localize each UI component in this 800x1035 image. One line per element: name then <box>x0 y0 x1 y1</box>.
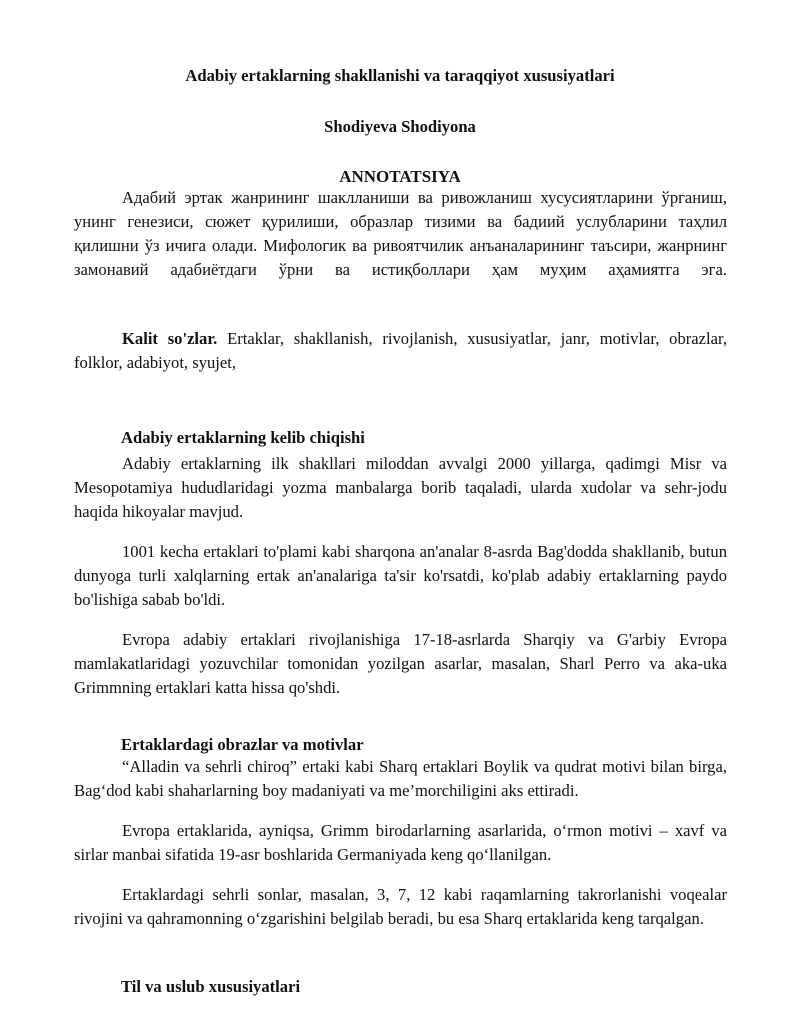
annotation-heading: ANNOTATSIYA <box>339 167 461 186</box>
keywords-paragraph <box>74 327 727 375</box>
annotation-paragraph: Адабий эртак жанрининг шаклланиши ва ривожланиш хусусиятларини ўрганиш, унинг генезиси, сюжет қурилиши, образлар тизими ва бадиий услубларини таҳлил қилишни ўз ичига олади. Мифологик ва ривоятчилик анъаналарининг таъсири, жанрнинг замонавий адабиётдаги ўрни ва истиқболлари ҳам муҳим аҳамиятга эга. <box>74 188 727 279</box>
paragraph: Evropa adabiy ertaklari rivojlanishiga 17-18-asrlarda Sharqiy va G'arbiy Evropa mamlakatlaridagi yozuvchilar tomonidan yozilgan asarlar, masalan, Sharl Perro va aka-uka Grimmning ertaklari katta hissa qo'shdi. <box>74 630 727 697</box>
document-title: Adabiy ertaklarning shakllanishi va taraqqiyot xususiyatlari <box>185 66 615 85</box>
paragraph: “Alladin va sehrli chiroq” ertaki kabi Sharq ertaklari Boylik va qudrat motivi bilan birga, Bag‘dod kabi shaharlarning boy madaniyati va me’morchiligini aks ettiradi. <box>74 757 727 800</box>
section-heading-images-motifs: Ertaklardagi obrazlar va motivlar <box>121 735 364 754</box>
paragraph: Adabiy ertaklarning ilk shakllari miloddan avvalgi 2000 yillarga, qadimgi Misr va Mesopotamiya hududlaridagi yozma manbalarga borib taqaladi, ularda xudolar va sehr-jodu haqida hikoyalar mavjud. <box>74 454 727 521</box>
author-name: Shodiyeva Shodiyona <box>324 117 476 136</box>
keywords-label: Kalit so'zlar. <box>122 329 218 348</box>
keywords-list: Ertaklar, shakllanish, rivojlanish, xususiyatlar, janr, motivlar, obrazlar, folklor, adabiyot, syujet, <box>74 329 727 372</box>
paragraph: Evropa ertaklarida, ayniqsa, Grimm birodarlarning asarlarida, o‘rmon motivi – xavf va sirlar manbai sifatida 19-asr boshlarida Germaniyada keng qo‘llanilgan. <box>74 821 727 864</box>
section-heading-language-style: Til va uslub xususiyatlari <box>121 977 301 996</box>
paragraph: Ertaklardagi sehrli sonlar, masalan, 3, 7, 12 kabi raqamlarning takrorlanishi voqealar rivojini va qahramonning o‘zgarishini belgilab beradi, bu esa Sharq ertaklarida keng tarqalgan. <box>74 885 727 928</box>
section-heading-origins: Adabiy ertaklarning kelib chiqishi <box>121 428 365 447</box>
paragraph: 1001 kecha ertaklari to'plami kabi sharqona an'analar 8-asrda Bag'dodda shakllanib, butun dunyoga turli xalqlarning ertak an'analariga ta'sir ko'rsatdi, ko'plab adabiy ertaklarning paydo bo'lishiga sabab bo'ldi. <box>74 542 727 609</box>
